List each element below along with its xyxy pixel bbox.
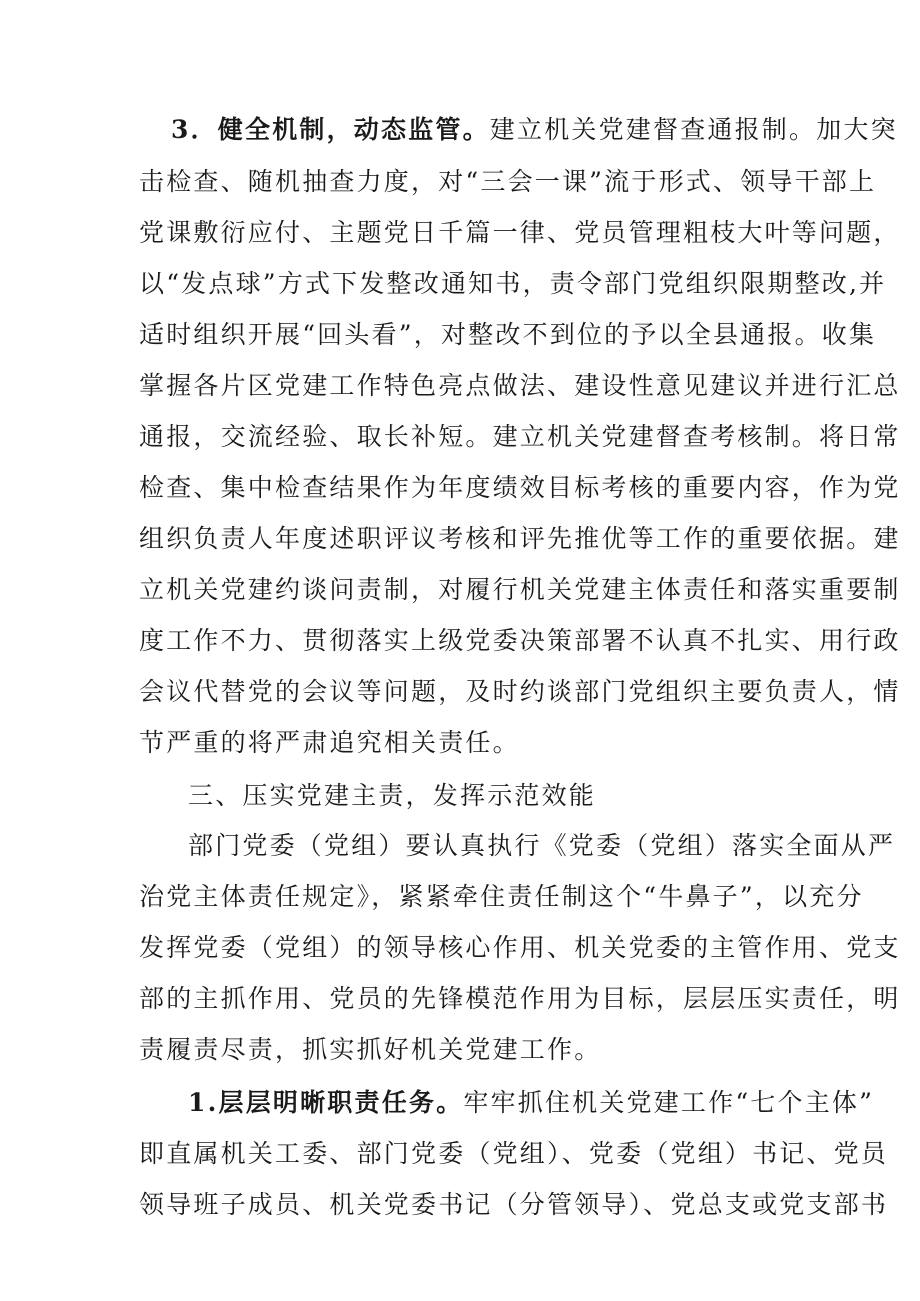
paragraph-line: 会议代替党的会议等问题，及时约谈部门党组织主要负责人，情 <box>139 677 901 706</box>
item-3-text: 建立机关党建督查通报制。加大突 <box>489 115 898 144</box>
item-3-heading: 3．健全机制，动态监管。 <box>171 115 490 144</box>
paragraph-line: 部门党委（党组）要认真执行《党委（党组）落实全面从严 <box>188 831 896 860</box>
paragraph-line: 度工作不力、贯彻落实上级党委决策部署不认真不扎实、用行政 <box>139 626 901 655</box>
section-heading: 三、压实党建主责，发挥示范效能 <box>188 781 597 810</box>
paragraph-line: 党课敷衍应付、主题党日千篇一律、党员管理粗枝大叶等问题， <box>139 218 901 247</box>
paragraph-line: 以“发点球”方式下发整改通知书，责令部门党组织限期整改,并 <box>139 269 887 298</box>
item-3-line-1 <box>171 115 898 145</box>
paragraph-line: 立机关党建约谈问责制，对履行机关党建主体责任和落实重要制 <box>139 575 901 604</box>
paragraph-line: 组织负责人年度述职评议考核和评先推优等工作的重要依据。建 <box>139 524 901 553</box>
paragraph-line: 通报，交流经验、取长补短。建立机关党建督查考核制。将日常 <box>139 422 901 451</box>
item-1-heading: 1.层层明晰职责任务。 <box>188 1088 464 1117</box>
paragraph-line: 掌握各片区党建工作特色亮点做法、建设性意见建议并进行汇总 <box>139 371 901 400</box>
paragraph-line: 部的主抓作用、党员的先锋模范作用为目标，层层压实责任，明 <box>139 984 901 1013</box>
paragraph-line: 即直属机关工委、部门党委（党组）、党委（党组）书记、党员 <box>139 1139 889 1168</box>
item-1-text: 牢牢抓住机关党建工作“七个主体” <box>463 1088 875 1117</box>
paragraph-line: 领导班子成员、机关党委书记（分管领导）、党总支或党支部书 <box>139 1190 889 1219</box>
paragraph-line: 适时组织开展“回头看”，对整改不到位的予以全县通报。收集 <box>139 320 877 349</box>
paragraph-line: 责履责尽责，抓实抓好机关党建工作。 <box>139 1035 602 1064</box>
paragraph-line: 击检查、随机抽查力度，对“三会一课”流于形式、领导干部上 <box>139 167 877 196</box>
paragraph-line: 治党主体责任规定》，紧紧牵住责任制这个“牛鼻子”，以充分 <box>139 882 864 911</box>
paragraph-line: 检查、集中检查结果作为年度绩效目标考核的重要内容，作为党 <box>139 473 901 502</box>
paragraph-line: 发挥党委（党组）的领导核心作用、机关党委的主管作用、党支 <box>139 933 901 962</box>
paragraph-line: 节严重的将严肃追究相关责任。 <box>139 728 520 757</box>
item-1-line-1 <box>188 1088 874 1118</box>
